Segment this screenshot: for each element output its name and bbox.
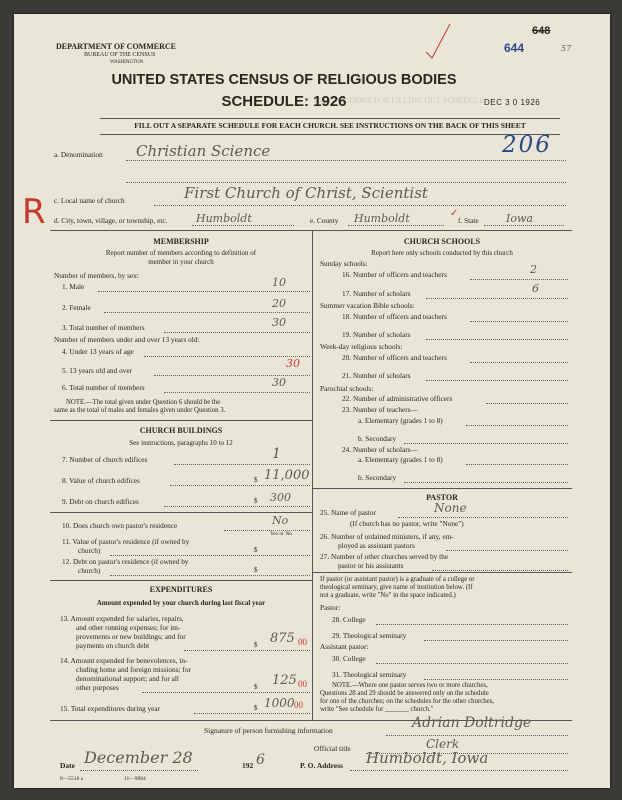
q7-label: 7. Number of church edifices (62, 455, 148, 464)
summer-schools: Summer vacation Bible schools: (320, 301, 415, 310)
q16-line (470, 279, 568, 280)
q10-value: No (272, 514, 289, 527)
pastor-mid (312, 572, 572, 573)
q12-line (110, 575, 310, 576)
q30-label: 30. College (332, 654, 366, 663)
q13-label-c: provements or new buildings; and for (76, 632, 186, 641)
q2-line (104, 312, 310, 313)
city-value: Humboldt (196, 212, 252, 225)
schedule-title: SCHEDULE: 1926 (221, 93, 347, 110)
county-value: Humboldt (354, 212, 410, 225)
q15-cents: 00 (294, 700, 303, 710)
q29-label: 29. Theological seminary (332, 631, 407, 640)
q23a-label: a. Elementary (grades 1 to 8) (358, 416, 443, 425)
q27-label-a: 27. Number of other churches served by the (320, 552, 449, 561)
city-line (192, 225, 294, 226)
q19-label: 19. Number of scholars (342, 330, 411, 339)
center-divider (312, 230, 313, 720)
grid-top (50, 230, 572, 231)
q14-cents: 00 (298, 679, 307, 689)
q14-line (142, 692, 310, 693)
q13-cents: 00 (298, 637, 307, 647)
reverse-side-heading: INSTRUCTIONS FOR FILLING OUT SCHEDULE (314, 96, 485, 105)
pastor-heading: PASTOR (426, 493, 458, 502)
city-label: d. City, town, village, or township, etc. (54, 216, 168, 225)
yes-or-no-hint: Yes or No (270, 531, 293, 537)
q4-label: 4. Under 13 years of age (62, 347, 134, 356)
date-label: Date (60, 761, 75, 770)
q23-label: 23. Number of teachers— (342, 405, 418, 414)
q9-value: 300 (270, 491, 291, 504)
q12-dollar: $ (254, 566, 258, 574)
instruction-bar: FILL OUT A SEPARATE SCHEDULE FOR EACH CHURCH. SEE INSTRUCTIONS ON THE BACK OF THIS SHEET (134, 121, 526, 130)
signature-label: Signature of person furnishing information (204, 726, 333, 735)
buildings-sub: See instructions, paragraphs 10 to 12 (129, 439, 233, 447)
pastor-note2: Questions 28 and 29 should be answered only on the schedule (320, 690, 489, 697)
membership-sub2: member in your church (148, 258, 214, 266)
q26-label-b: ployed as assistant pastors (338, 541, 415, 550)
denomination-line (126, 160, 566, 161)
q15-line (194, 713, 310, 714)
instruction-bar-top (100, 118, 560, 119)
q7-value: 1 (272, 446, 281, 462)
official-title-value: Clerk (426, 737, 460, 751)
q9-line (164, 506, 310, 507)
q9-dollar: $ (254, 497, 258, 505)
q28-line (376, 624, 568, 625)
membership-note1: NOTE.—The total given under Question 6 should be the (66, 399, 221, 406)
state-value: Iowa (506, 212, 533, 225)
pastor-subhead: Pastor: (320, 603, 341, 612)
q14-label-a: 14. Amount expended for benevolences, in- (60, 656, 188, 665)
q8-line (170, 485, 310, 486)
buildings-top (50, 420, 312, 421)
q6-line (164, 392, 310, 393)
expenditures-sub: Amount expended by your church during last fiscal year (96, 599, 266, 607)
q14-dollar: $ (254, 683, 258, 691)
q23b-label: b. Secondary (358, 434, 397, 443)
q5-line (154, 375, 310, 376)
q11-label-a: 11. Value of pastor's residence (if owned by (62, 537, 190, 546)
q28-label: 28. College (332, 615, 366, 624)
q1-label: 1. Male (62, 282, 85, 291)
q14-label-d: other purposes (76, 683, 119, 692)
membership-intro: Number of members, by sex: (54, 271, 139, 280)
q26-line (446, 550, 568, 551)
serial-number-stamp: 644 (504, 41, 525, 55)
q24-label: 24. Number of scholars— (342, 445, 418, 454)
buildings-heading: CHURCH BUILDINGS (139, 426, 223, 435)
form-title: UNITED STATES CENSUS OF RELIGIOUS BODIES (111, 72, 457, 88)
q21-label: 21. Number of scholars (342, 371, 411, 380)
date-line (80, 770, 198, 771)
q21-line (426, 380, 568, 381)
q3-value: 30 (272, 316, 286, 329)
buildings-mid (50, 512, 312, 513)
denomination-label: a. Denomination (54, 150, 103, 159)
weekday-schools: Week-day religious schools: (320, 342, 403, 351)
membership-intro2: Number of members under and over 13 years old: (54, 335, 200, 344)
po-address-value: Humboldt, Iowa (366, 749, 489, 767)
county-label: e. County (310, 216, 339, 225)
q31-label: 31. Theological seminary (332, 670, 407, 679)
grad-line3: not a graduate, write "No" in the space indicated.) (320, 592, 456, 599)
department-name: DEPARTMENT OF COMMERCE (56, 42, 177, 51)
pastor-note3: for one of the churches; on the schedules for the other churches, (320, 698, 495, 705)
q16-label: 16. Number of officers and teachers (342, 270, 447, 279)
bureau-name: BUREAU OF THE CENSUS (84, 52, 156, 58)
q9-label: 9. Debt on church edifices (62, 497, 139, 506)
q12-label-a: 12. Debt on pastor's residence (if owned by (62, 557, 189, 566)
membership-heading: MEMBERSHIP (153, 237, 209, 246)
q25-line (398, 517, 568, 518)
corner-mark: 57 (561, 44, 572, 53)
q7-line (174, 464, 310, 465)
local-name-line (154, 205, 566, 206)
schools-heading: CHURCH SCHOOLS (403, 237, 481, 246)
q25-label: 25. Name of pastor (320, 508, 376, 517)
red-tick: ✓ (450, 208, 459, 219)
q31-line (424, 679, 568, 680)
q13-value: 875 (270, 631, 295, 646)
q8-value: 11,000 (264, 468, 310, 483)
q6-label: 6. Total number of members (62, 383, 145, 392)
q18-label: 18. Number of officers and teachers (342, 312, 447, 321)
q5-label: 5. 13 years old and over (62, 366, 133, 375)
q12-label-b: church) (78, 566, 101, 575)
q23a-line (466, 425, 568, 426)
q17-line (426, 298, 568, 299)
received-date-stamp: DEC 3 0 1926 (484, 98, 541, 107)
q13-label-d: payments on church debt (76, 641, 150, 650)
q1-line (98, 291, 310, 292)
q15-value: 1000 (264, 696, 295, 710)
q18-line (470, 321, 568, 322)
form-number: 8—5518 a (60, 776, 84, 782)
year-prefix: 192 (242, 761, 254, 770)
q15-label: 15. Total expenditures during year (60, 704, 161, 713)
pastor-note1: NOTE.—Where one pastor serves two or more churches, (332, 682, 488, 689)
signature-line (386, 735, 568, 736)
q5-value: 30 (286, 357, 300, 370)
schools-sub: Report here only schools conducted by this church (371, 249, 513, 257)
local-name-value: First Church of Christ, Scientist (184, 184, 428, 202)
q22-label: 22. Number of administrative officers (342, 394, 453, 403)
official-title-label: Official title (314, 744, 351, 753)
q2-value: 20 (272, 297, 286, 310)
q15-dollar: $ (254, 704, 258, 712)
q25-value: None (434, 501, 467, 515)
q10-label: 10. Does church own pastor's residence (62, 521, 178, 530)
q25-note: (If church has no pastor, write "None") (350, 519, 464, 528)
q17-value: 6 (532, 282, 539, 295)
q27-line (432, 570, 568, 571)
q22-line (486, 403, 568, 404)
q14-label-c: denominational support; and for all (76, 674, 179, 683)
q2-label: 2. Female (62, 303, 91, 312)
city-name: WASHINGTON (110, 60, 144, 65)
q24a-label: a. Elementary (grades 1 to 8) (358, 455, 443, 464)
red-check-mark (424, 22, 454, 62)
instruction-bar-bottom (100, 134, 560, 135)
state-line (484, 225, 564, 226)
q24a-line (466, 464, 568, 465)
q20-line (470, 362, 568, 363)
pastor-note4: write "See schedule for _______ church." (320, 706, 434, 713)
struck-number: 648 (532, 25, 551, 37)
q29-line (424, 640, 568, 641)
denomination-value: Christian Science (136, 142, 271, 160)
grad-line1: If pastor (or assistant pastor) is a graduate of a college or (320, 576, 475, 583)
date-value: December 28 (84, 748, 193, 767)
q30-line (376, 663, 568, 664)
blank-line-b (126, 182, 566, 183)
q11-label-b: church) (78, 546, 101, 555)
denomination-code: 206 (502, 132, 552, 158)
q13-label-a: 13. Amount expended for salaries, repairs, (60, 614, 184, 623)
q26-label-a: 26. Number of ordained ministers, if any, em- (320, 532, 454, 541)
q19-line (426, 339, 568, 340)
q8-dollar: $ (254, 476, 258, 484)
q13-dollar: $ (254, 641, 258, 649)
q10-line (224, 530, 310, 531)
q11-dollar: $ (254, 546, 258, 554)
q3-label: 3. Total number of members (62, 323, 145, 332)
q17-label: 17. Number of scholars (342, 289, 411, 298)
q13-line (184, 650, 310, 651)
q24b-label: b. Secondary (358, 473, 397, 482)
q24b-line (404, 482, 568, 483)
membership-sub1: Report number of members according to definition of (105, 249, 257, 257)
expenditures-heading: EXPENDITURES (149, 585, 213, 594)
local-name-label: c. Local name of church (54, 196, 125, 205)
q6-value: 30 (272, 376, 286, 389)
q3-line (164, 332, 310, 333)
q27-label-b: pastor or his assistants (338, 561, 404, 570)
grad-line2: theological seminary, give name of institution below. (If (320, 584, 473, 591)
sunday-schools: Sunday schools: (320, 259, 368, 268)
r-mark: R (22, 192, 46, 232)
pastor-top (312, 488, 572, 489)
signature-value: Adrian Doltridge (412, 715, 532, 731)
po-address-label: P. O. Address (300, 761, 343, 770)
county-line (348, 225, 444, 226)
year-digit: 6 (256, 752, 265, 768)
membership-note2: same as the total of males and females given under Question 3. (54, 407, 226, 414)
q14-label-b: cluding home and foreign missions; for (76, 665, 191, 674)
q20-label: 20. Number of officers and teachers (342, 353, 447, 362)
q23b-line (404, 443, 568, 444)
po-address-line (350, 770, 568, 771)
expenditures-top (50, 580, 312, 581)
q16-value: 2 (530, 263, 537, 276)
state-label: f. State (458, 216, 479, 225)
q11-line (110, 555, 310, 556)
census-schedule-sheet (14, 14, 610, 788)
q8-label: 8. Value of church edifices (62, 476, 140, 485)
q13-label-b: and other running expenses; for im- (76, 623, 181, 632)
q1-value: 10 (272, 276, 286, 289)
parochial-schools: Parochial schools: (320, 384, 374, 393)
asst-pastor-subhead: Assistant pastor: (320, 642, 369, 651)
print-number: 11—9984 (124, 776, 146, 782)
q14-value: 125 (272, 673, 297, 688)
